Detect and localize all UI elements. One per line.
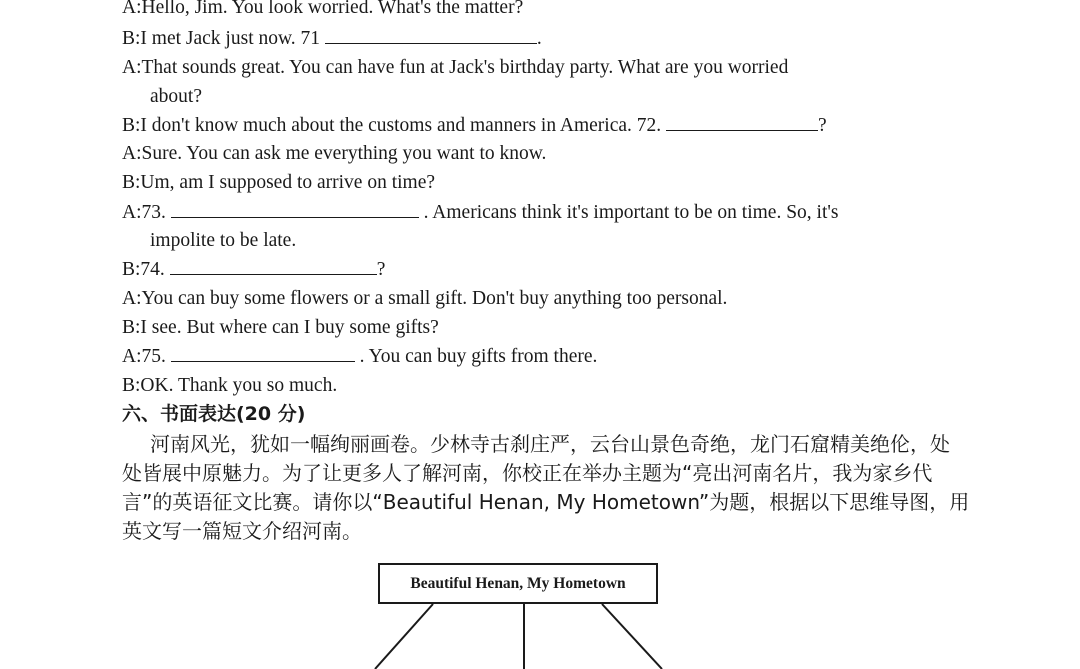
writing-section-title: 六、书面表达(20 分) (122, 403, 306, 425)
mindmap-center-label: Beautiful Henan, My Hometown (410, 574, 626, 592)
dialogue-line-7-cont: impolite to be late. (150, 230, 297, 251)
writing-paragraph-line-4: 英文写一篇短文介绍河南。 (122, 519, 362, 543)
dialogue-line-2: B:I met Jack just now. 71 . (122, 28, 542, 49)
dialogue-line-11: A:75. . You can buy gifts from there. (122, 346, 598, 367)
dialogue-line-8: B:74. ? (122, 259, 386, 280)
writing-paragraph-line-1: 河南风光，犹如一幅绚丽画卷。少林寺古刹庄严，云台山景色奇绝，龙门石窟精美绝伦，处 (150, 432, 950, 456)
dialogue-line-1: A:Hello, Jim. You look worried. What's the matter? (122, 0, 524, 18)
writing-paragraph-line-3: 言”的英语征文比赛。请你以“Beautiful Henan, My Hometown”为题，根据以下思维导图，用 (122, 490, 970, 514)
dialogue-line-3: A:That sounds great. You can have fun at Jack's birthday party. What are you worried (122, 57, 789, 78)
dialogue-line-9: A:You can buy some flowers or a small gift. Don't buy anything too personal. (122, 288, 728, 309)
dialogue-line-6: B:Um, am I supposed to arrive on time? (122, 172, 436, 193)
dialogue-line-7: A:73. . Americans think it's important to be on time. So, it's (122, 202, 839, 223)
writing-paragraph-line-2: 处皆展中原魅力。为了让更多人了解河南，你校正在举办主题为“亮出河南名片，我为家乡代 (122, 461, 933, 485)
mindmap-branch-right (602, 604, 662, 669)
mindmap-branch-left (375, 604, 433, 669)
dialogue-line-10: B:I see. But where can I buy some gifts? (122, 317, 439, 338)
dialogue-line-12: B:OK. Thank you so much. (122, 375, 338, 396)
dialogue-line-3-cont: about? (150, 86, 202, 107)
dialogue-line-5: A:Sure. You can ask me everything you want to know. (122, 143, 547, 164)
dialogue-line-4: B:I don't know much about the customs and manners in America. 72. ? (122, 115, 827, 136)
